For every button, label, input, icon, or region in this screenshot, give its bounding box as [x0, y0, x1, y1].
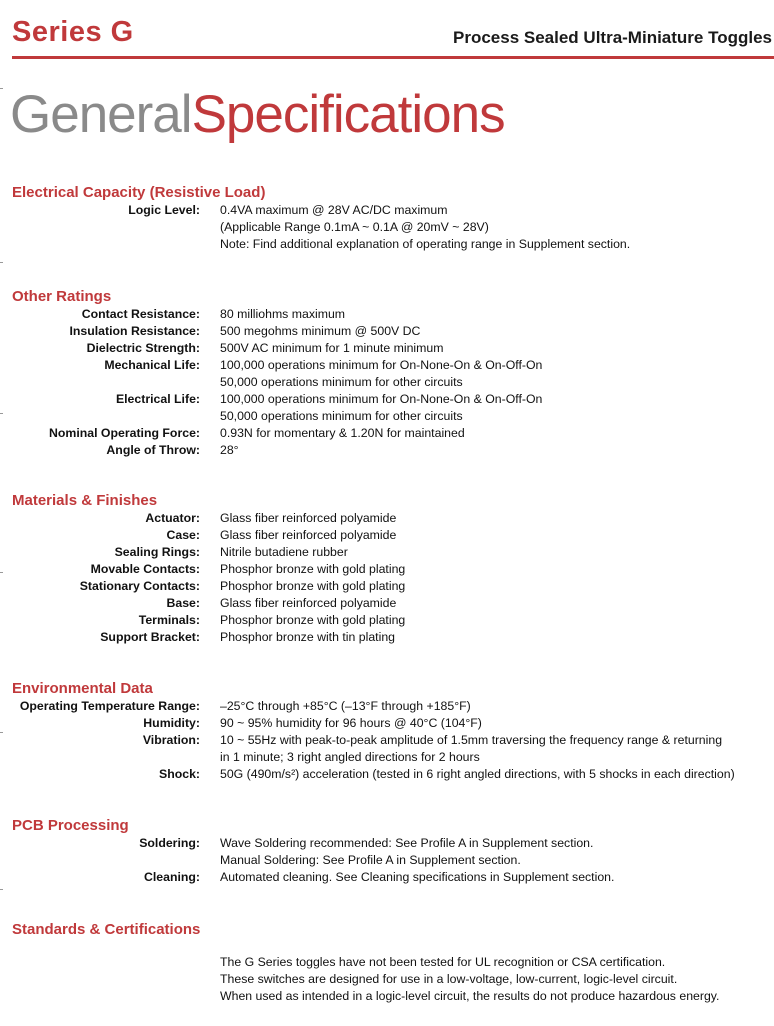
spec-value: –25°C through +85°C (–13°F through +185°F)	[220, 699, 471, 713]
section-other-ratings	[12, 288, 772, 459]
spec-row	[12, 629, 772, 646]
spec-value: 500 megohms minimum @ 500V DC	[220, 324, 421, 338]
spec-row	[12, 971, 772, 988]
section-title: Environmental Data	[12, 680, 153, 697]
spec-label: Insulation Resistance:	[69, 324, 200, 338]
spec-value: Glass fiber reinforced polyamide	[220, 596, 397, 610]
spec-value: Wave Soldering recommended: See Profile A in Supplement section.	[220, 836, 594, 850]
spec-value: 0.93N for momentary & 1.20N for maintained	[220, 426, 465, 440]
spec-label: Dielectric Strength:	[86, 341, 200, 355]
spec-row	[12, 988, 772, 1005]
spec-row	[12, 442, 772, 459]
spec-value: Phosphor bronze with gold plating	[220, 613, 406, 627]
spec-value: 50G (490m/s²) acceleration (tested in 6 right angled directions, with 5 shocks in each direction)	[220, 767, 735, 781]
spec-value: 500V AC minimum for 1 minute minimum	[220, 341, 444, 355]
spec-row	[12, 527, 772, 544]
section-title: Standards & Certifications	[12, 921, 201, 938]
spec-label: Sealing Rings:	[114, 545, 200, 559]
spec-row	[12, 408, 772, 425]
spec-row	[12, 510, 772, 527]
spec-row	[12, 766, 772, 783]
spec-value: Glass fiber reinforced polyamide	[220, 511, 397, 525]
product-subtitle: Process Sealed Ultra-Miniature Toggles	[453, 28, 772, 47]
spec-row	[12, 595, 772, 612]
section-title: Materials & Finishes	[12, 492, 158, 509]
spec-value: Note: Find additional explanation of operating range in Supplement section.	[220, 237, 631, 251]
spec-row	[12, 425, 772, 442]
spec-label: Mechanical Life:	[104, 358, 200, 372]
spec-label: Electrical Life:	[115, 392, 200, 406]
spec-row	[12, 340, 772, 357]
spec-value: Glass fiber reinforced polyamide	[220, 528, 397, 542]
spec-value: When used as intended in a logic-level circuit, the results do not produce hazardous energy.	[220, 989, 720, 1003]
margin-tick	[0, 572, 3, 573]
spec-label: Stationary Contacts:	[79, 579, 200, 593]
spec-row	[12, 323, 772, 340]
page-title-general: General	[10, 85, 192, 144]
spec-label: Logic Level:	[128, 203, 200, 217]
spec-row	[12, 561, 772, 578]
spec-value: Nitrile butadiene rubber	[220, 545, 348, 559]
spec-row	[12, 202, 772, 219]
spec-row	[12, 544, 772, 561]
spec-row	[12, 835, 772, 852]
spec-row	[12, 698, 772, 715]
section-electrical	[12, 184, 772, 253]
spec-label: Nominal Operating Force:	[49, 426, 200, 440]
spec-row	[12, 954, 772, 971]
spec-label: Movable Contacts:	[90, 562, 200, 576]
spec-label: Case:	[166, 528, 200, 542]
spec-row	[12, 374, 772, 391]
spec-value: in 1 minute; 3 right angled directions for 2 hours	[220, 750, 480, 764]
spec-value: Phosphor bronze with tin plating	[220, 630, 395, 644]
spec-value: 80 milliohms maximum	[220, 307, 346, 321]
section-title: PCB Processing	[12, 817, 129, 834]
section-environmental	[12, 680, 772, 783]
margin-tick	[0, 413, 3, 414]
margin-tick	[0, 732, 3, 733]
spec-value: 50,000 operations minimum for other circuits	[220, 375, 463, 389]
spec-value: 0.4VA maximum @ 28V AC/DC maximum	[220, 203, 448, 217]
spec-value: Automated cleaning. See Cleaning specifications in Supplement section.	[220, 870, 615, 884]
section-standards	[12, 921, 772, 1005]
spec-value: The G Series toggles have not been tested for UL recognition or CSA certification.	[220, 955, 666, 969]
spec-value: Manual Soldering: See Profile A in Supplement section.	[220, 853, 521, 867]
spec-value: 90 ~ 95% humidity for 96 hours @ 40°C (104°F)	[220, 716, 482, 730]
spec-row	[12, 939, 772, 954]
spec-label: Base:	[166, 596, 200, 610]
spec-label: Actuator:	[145, 511, 200, 525]
page-header	[12, 16, 772, 60]
spec-value: 50,000 operations minimum for other circuits	[220, 409, 463, 423]
spec-row	[12, 715, 772, 732]
spec-row	[12, 869, 772, 886]
spec-label: Soldering:	[139, 836, 200, 850]
spec-value: 100,000 operations minimum for On-None-On & On-Off-On	[220, 358, 543, 372]
margin-tick	[0, 88, 3, 89]
spec-label: Shock:	[159, 767, 200, 781]
spec-row	[12, 236, 772, 253]
spec-row	[12, 732, 772, 749]
spec-row	[12, 578, 772, 595]
spec-row	[12, 306, 772, 323]
header-rule	[12, 56, 774, 59]
spec-label: Angle of Throw:	[106, 443, 200, 457]
section-materials	[12, 492, 772, 646]
spec-row	[12, 749, 772, 766]
spec-value: These switches are designed for use in a low-voltage, low-current, logic-level circuit.	[220, 972, 678, 986]
spec-row	[12, 219, 772, 236]
spec-value: 28°	[220, 443, 239, 457]
spec-label: Operating Temperature Range:	[19, 699, 200, 713]
spec-value: Phosphor bronze with gold plating	[220, 579, 406, 593]
spec-value: 100,000 operations minimum for On-None-On & On-Off-On	[220, 392, 543, 406]
page-title-specifications: Specifications	[191, 85, 505, 144]
margin-tick	[0, 889, 3, 890]
spec-row	[12, 852, 772, 869]
section-title: Other Ratings	[12, 288, 112, 305]
spec-label: Support Bracket:	[100, 630, 200, 644]
series-name: Series G	[12, 16, 134, 48]
spec-label: Terminals:	[138, 613, 200, 627]
spec-label: Vibration:	[142, 733, 200, 747]
spec-row	[12, 357, 772, 374]
spec-value: Phosphor bronze with gold plating	[220, 562, 406, 576]
section-pcb-processing	[12, 817, 772, 886]
spec-row	[12, 612, 772, 629]
spec-row	[12, 391, 772, 408]
spec-value: 10 ~ 55Hz with peak-to-peak amplitude of 1.5mm traversing the frequency range & returning	[220, 733, 723, 747]
section-title: Electrical Capacity (Resistive Load)	[12, 184, 266, 201]
spec-label: Cleaning:	[143, 870, 200, 884]
page-title	[10, 84, 505, 145]
spec-label: Humidity:	[143, 716, 200, 730]
spec-label: Contact Resistance:	[81, 307, 200, 321]
spec-value: (Applicable Range 0.1mA ~ 0.1A @ 20mV ~ 28V)	[220, 220, 489, 234]
margin-tick	[0, 262, 3, 263]
